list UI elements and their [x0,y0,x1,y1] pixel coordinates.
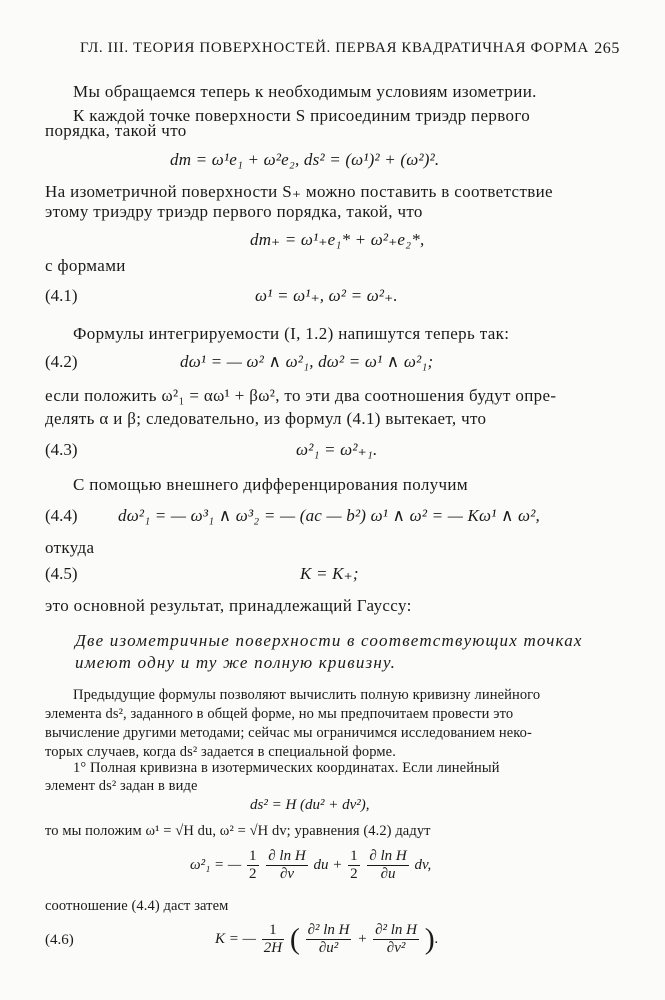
theorem-line-1: Две изометричные поверхности в соответствующих точках [75,631,583,650]
fraction-dlnH-du: $\frac{\text{∂ ln H}}{\partial u}$ [369,848,407,882]
theorem-line-2: имеют одну и ту же полную кривизну. [75,653,397,672]
equation-4-4: dω²₁ = — ω³₁ ∧ ω³₂ = — (ac — b²) ω¹ ∧ ω² = — Kω¹ ∧ ω², [118,506,540,525]
paragraph-5: Формулы интегрируемости (I, 1.2) напишутся теперь так: [73,324,510,343]
formula-omega-21 [190,848,431,883]
equation-4-5: K = K₊; [300,564,359,583]
equation-4-6-left: K = — [215,930,256,947]
formula-omega-21-end: dv, [414,856,432,873]
equation-4-1-label: (4.1) [45,286,78,305]
equation-4-6-end: . [434,930,439,947]
fraction-d2lnH-dv2: $\frac{\text{∂² ln H}}{\text{∂v²}}$ [375,922,418,956]
fraction-one-half-1: $\frac{1}{2}$ [249,848,257,882]
section-1-line-2: элемент ds² задан в виде [45,778,198,794]
paragraph-7: С помощью внешнего дифференцирования получим [73,475,468,494]
formula-omega-21-mid: du + [313,856,343,873]
paragraph-9: это основной результат, принадлежащий Гауссу: [45,596,412,615]
right-paren: ) [424,922,435,956]
paragraph-8: откуда [45,538,95,557]
small-paragraph-line-4: торых случаев, когда ds² задается в специальной форме. [45,744,396,760]
paragraph-3-line-1: На изометричной поверхности S₊ можно поставить в соответствие [45,182,553,201]
small-paragraph-line-1: Предыдущие формулы позволяют вычислить полную кривизну линейного [73,687,541,703]
equation-4-2-label: (4.2) [45,352,78,371]
small-paragraph-line-3: вычисление другими методами; сейчас мы ограничимся исследованием неко- [45,725,532,741]
section-1-line-4: соотношение (4.4) даст затем [45,898,229,914]
running-header [80,40,620,62]
left-paren: ( [289,922,300,956]
formula-omega-21-left: ω²₁ = — [190,856,242,873]
formula-isothermal-ds2: ds² = H (du² + dv²), [250,797,370,813]
section-1-line-3: то мы положим ω¹ = √H du, ω² = √H dv; уравнения (4.2) дадут [45,823,431,839]
formula-dm-star: dm₊ = ω¹₊e₁* + ω²₊e₂*, [250,230,425,249]
equation-4-6-label: (4.6) [45,932,74,948]
equation-4-4-label: (4.4) [45,506,78,525]
small-paragraph-line-2: элемента ds², заданного в общей форме, но мы предпочитаем провести это [45,706,514,722]
equation-4-6-plus: + [357,930,368,947]
equation-4-6 [215,922,439,957]
paragraph-2-line-1: К каждой точке поверхности S присоединим триэдр первого [73,106,531,125]
paragraph-1: Мы обращаемся теперь к необходимым условиям изометрии. [73,82,537,101]
formula-dm: dm = ω¹e₁ + ω²e₂, ds² = (ω¹)² + (ω²)². [170,150,440,169]
paragraph-2-line-2: порядка, такой что [45,121,187,140]
equation-4-2: dω¹ = — ω² ∧ ω²₁, dω² = ω¹ ∧ ω²₁; [180,352,434,371]
fraction-dlnH-dv: $\frac{\text{∂ ln H}}{\partial v}$ [268,848,306,882]
equation-4-3-label: (4.3) [45,440,78,459]
paragraph-3-line-2: этому триэдру триэдр первого порядка, такой, что [45,202,423,221]
equation-4-3: ω²₁ = ω²₊₁. [296,440,378,459]
fraction-one-half-2: $\frac{1}{2}$ [350,848,358,882]
running-head: ГЛ. III. ТЕОРИЯ ПОВЕРХНОСТЕЙ. ПЕРВАЯ КВАДРАТИЧНАЯ ФОРМА [80,40,589,56]
equation-4-1: ω¹ = ω¹₊, ω² = ω²₊. [255,286,398,305]
equation-4-5-label: (4.5) [45,564,78,583]
section-1-heading-line: 1° Полная кривизна в изотермических координатах. Если линейный [73,760,500,776]
paragraph-4: с формами [45,256,126,275]
fraction-one-over-2H: $\frac{1}{2H}$ [263,922,283,956]
paragraph-6-line-1: если положить ω²₁ = αω¹ + βω², то эти два соотношения будут опре- [45,386,557,405]
fraction-d2lnH-du2: $\frac{\text{∂² ln H}}{\text{∂u²}}$ [307,922,350,956]
paragraph-6-line-2: делять α и β; следовательно, из формул (4.1) вытекает, что [45,409,487,428]
page-number: 265 [594,40,620,57]
